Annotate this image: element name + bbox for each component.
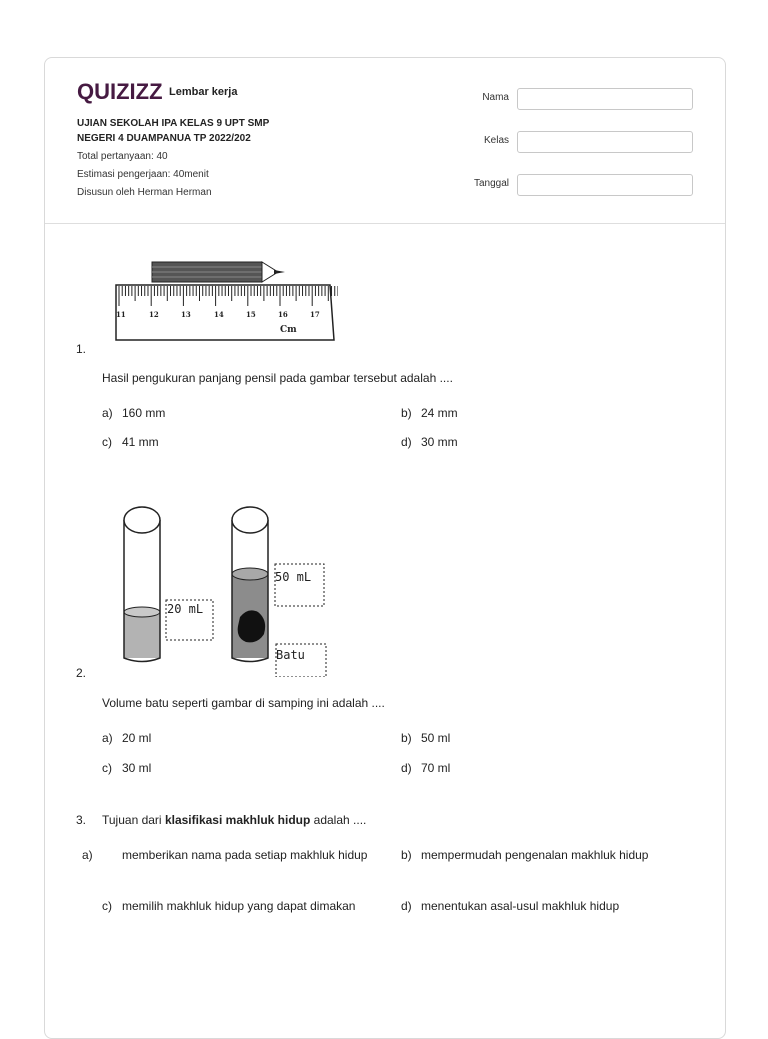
tick-label: 14 (214, 310, 224, 319)
logo-subtitle: Lembar kerja (169, 86, 238, 98)
tick-label: 16 (278, 310, 288, 319)
name-field[interactable] (517, 88, 693, 110)
ruler-pencil-image (108, 240, 338, 345)
question-number: 2. (76, 666, 87, 680)
worksheet-header (45, 58, 725, 224)
tick-label: 17 (310, 310, 320, 319)
question-text: Hasil pengukuran panjang pensil pada gambar tersebut adalah .... (102, 371, 453, 385)
question-number: 1. (76, 342, 87, 356)
measuring-cylinders-image (118, 502, 333, 677)
question-number: 3. (76, 813, 87, 827)
class-label: Kelas (483, 135, 509, 146)
answer-option-b[interactable]: b) 50 ml (401, 731, 451, 745)
stone-label: Batu (276, 648, 305, 662)
name-label: Nama (482, 92, 509, 103)
date-field[interactable] (517, 174, 693, 196)
answer-option-d[interactable]: d) menentukan asal-usul makhluk hidup (401, 899, 620, 913)
ruler-unit: Cm (280, 325, 297, 335)
tick-label: 12 (149, 310, 159, 319)
answer-option-b[interactable]: b) mempermudah pengenalan makhluk hidup (401, 848, 649, 862)
worksheet-title: UJIAN SEKOLAH IPA KELAS 9 UPT SMP NEGERI 4 DUAMPANUA TP 2022/202 (77, 118, 270, 144)
answer-option-c[interactable]: c) 41 mm (102, 435, 159, 449)
date-label: Tanggal (473, 178, 509, 189)
quizizz-logo: QUIZIZZ (77, 79, 163, 104)
author: Disusun oleh Herman Herman (77, 187, 212, 198)
answer-option-b[interactable]: b) 24 mm (401, 406, 458, 420)
estimated-time: Estimasi pengerjaan: 40menit (77, 169, 209, 180)
total-questions: Total pertanyaan: 40 (77, 151, 168, 162)
left-volume-label: 20 mL (167, 602, 204, 616)
answer-option-c[interactable]: c) memilih makhluk hidup yang dapat dimakan (102, 899, 356, 913)
tick-label: 11 (116, 310, 126, 319)
tick-label: 15 (246, 310, 256, 319)
bold-term: klasifikasi makhluk hidup (164, 813, 311, 827)
right-volume-label: 50 mL (275, 570, 312, 584)
left-liquid (124, 612, 160, 658)
class-field[interactable] (517, 131, 693, 153)
question-text: Volume batu seperti gambar di samping ini adalah .... (102, 696, 385, 710)
tick-label: 13 (181, 310, 191, 319)
answer-option-a[interactable]: a) memberikan nama pada setiap makhluk hidup (82, 848, 368, 862)
answer-option-a[interactable]: a) 20 ml (102, 731, 152, 745)
answer-option-c[interactable]: c) 30 ml (102, 761, 152, 775)
answer-option-d[interactable]: d) 30 mm (401, 435, 458, 449)
answer-option-d[interactable]: d) 70 ml (401, 761, 451, 775)
question-text: Tujuan dari klasifikasi makhluk hidup adalah .... (102, 813, 367, 827)
answer-option-a[interactable]: a) 160 mm (102, 406, 166, 420)
stone (238, 610, 265, 642)
